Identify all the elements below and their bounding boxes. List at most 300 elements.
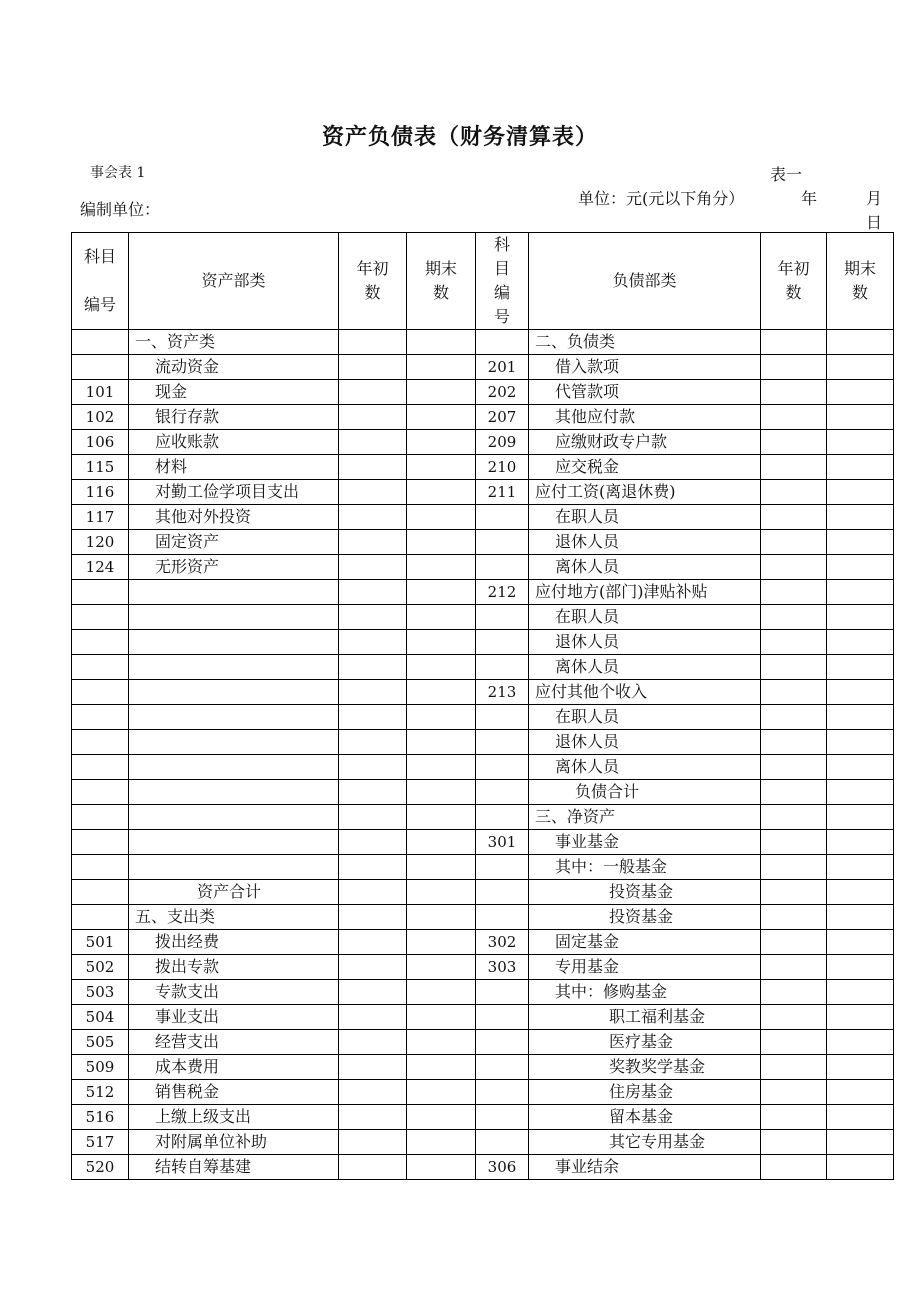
- table-row: [72, 430, 894, 455]
- liability-closing-cell: [827, 430, 894, 455]
- liability-name-cell: 固定基金: [529, 930, 761, 955]
- liability-opening-cell: [761, 955, 827, 980]
- liability-name-cell: 应交税金: [529, 455, 761, 480]
- asset-code-cell: 512: [72, 1080, 129, 1105]
- liability-closing-cell: [827, 930, 894, 955]
- asset-name-cell: 固定资产: [129, 530, 339, 555]
- liability-name-cell: 二、负债类: [529, 330, 761, 355]
- asset-closing-cell: [407, 355, 476, 380]
- asset-code-cell: 102: [72, 405, 129, 430]
- asset-closing-cell: [407, 1130, 476, 1155]
- liability-code-cell: [476, 1105, 529, 1130]
- table-row: [72, 905, 894, 930]
- asset-name-cell: 无形资产: [129, 555, 339, 580]
- liability-code-cell: [476, 330, 529, 355]
- liability-closing-cell: [827, 655, 894, 680]
- asset-opening-cell: [339, 355, 407, 380]
- asset-closing-cell: [407, 1080, 476, 1105]
- liability-opening-cell: [761, 505, 827, 530]
- asset-opening-cell: [339, 855, 407, 880]
- asset-closing-cell: [407, 430, 476, 455]
- liability-name-cell: 离休人员: [529, 555, 761, 580]
- liability-code-cell: [476, 755, 529, 780]
- liability-code-cell: [476, 1130, 529, 1155]
- asset-opening-cell: [339, 1155, 407, 1180]
- liability-name-cell: 离休人员: [529, 755, 761, 780]
- asset-opening-cell: [339, 730, 407, 755]
- liability-code-cell: [476, 630, 529, 655]
- liability-closing-cell: [827, 1105, 894, 1130]
- asset-code-cell: [72, 880, 129, 905]
- liability-code-cell: [476, 1005, 529, 1030]
- liability-opening-cell: [761, 1030, 827, 1055]
- asset-name-cell: [129, 855, 339, 880]
- table-row: [72, 655, 894, 680]
- asset-code-cell: [72, 730, 129, 755]
- table-row: [72, 930, 894, 955]
- header-opening-line2: 数: [364, 283, 381, 302]
- asset-code-cell: [72, 680, 129, 705]
- liability-name-cell: 借入款项: [529, 355, 761, 380]
- asset-code-cell: 106: [72, 430, 129, 455]
- asset-opening-cell: [339, 655, 407, 680]
- liability-name-cell: 应付其他个收入: [529, 680, 761, 705]
- liability-opening-cell: [761, 405, 827, 430]
- asset-opening-cell: [339, 330, 407, 355]
- asset-name-cell: 银行存款: [129, 405, 339, 430]
- asset-closing-cell: [407, 480, 476, 505]
- liability-opening-cell: [761, 730, 827, 755]
- liability-name-cell: 留本基金: [529, 1105, 761, 1130]
- liability-opening-cell: [761, 480, 827, 505]
- date-month-label: 月: [866, 189, 883, 208]
- asset-name-cell: 专款支出: [129, 980, 339, 1005]
- asset-opening-cell: [339, 680, 407, 705]
- table-row: [72, 505, 894, 530]
- asset-closing-cell: [407, 655, 476, 680]
- asset-closing-cell: [407, 855, 476, 880]
- asset-name-cell: 拨出专款: [129, 955, 339, 980]
- liability-opening-cell: [761, 680, 827, 705]
- asset-name-cell: 经营支出: [129, 1030, 339, 1055]
- liability-name-cell: 应付地方(部门)津贴补贴: [529, 580, 761, 605]
- header-liability-closing: [827, 233, 894, 330]
- asset-code-cell: 517: [72, 1130, 129, 1155]
- asset-code-cell: 503: [72, 980, 129, 1005]
- asset-opening-cell: [339, 830, 407, 855]
- table-row: [72, 755, 894, 780]
- header-asset-code: [72, 233, 129, 330]
- liability-closing-cell: [827, 755, 894, 780]
- asset-opening-cell: [339, 605, 407, 630]
- liability-code-cell: 303: [476, 955, 529, 980]
- asset-code-cell: [72, 655, 129, 680]
- liability-code-cell: [476, 655, 529, 680]
- liability-opening-cell: [761, 1005, 827, 1030]
- asset-name-cell: 应收账款: [129, 430, 339, 455]
- asset-opening-cell: [339, 1080, 407, 1105]
- asset-closing-cell: [407, 455, 476, 480]
- asset-closing-cell: [407, 630, 476, 655]
- liability-opening-cell: [761, 755, 827, 780]
- liability-opening-cell: [761, 980, 827, 1005]
- header-asset-opening: [339, 233, 407, 330]
- asset-code-cell: [72, 330, 129, 355]
- liability-closing-cell: [827, 330, 894, 355]
- asset-name-cell: 其他对外投资: [129, 505, 339, 530]
- asset-name-cell: 上缴上级支出: [129, 1105, 339, 1130]
- asset-code-cell: 509: [72, 1055, 129, 1080]
- liability-name-cell: 退休人员: [529, 730, 761, 755]
- asset-code-cell: 101: [72, 380, 129, 405]
- table-row: [72, 580, 894, 605]
- table-row: [72, 555, 894, 580]
- asset-closing-cell: [407, 605, 476, 630]
- asset-code-cell: [72, 605, 129, 630]
- liability-closing-cell: [827, 780, 894, 805]
- liability-name-cell: 退休人员: [529, 630, 761, 655]
- table-row: [72, 880, 894, 905]
- liability-opening-cell: [761, 580, 827, 605]
- table-header-row: [72, 233, 894, 330]
- table-row: [72, 680, 894, 705]
- liability-closing-cell: [827, 630, 894, 655]
- asset-closing-cell: [407, 755, 476, 780]
- liability-code-cell: [476, 805, 529, 830]
- asset-code-cell: 117: [72, 505, 129, 530]
- header-closing-line1: 期末: [843, 259, 876, 278]
- asset-code-cell: [72, 805, 129, 830]
- asset-closing-cell: [407, 330, 476, 355]
- asset-opening-cell: [339, 405, 407, 430]
- header-liability-opening: [761, 233, 827, 330]
- liability-closing-cell: [827, 605, 894, 630]
- header-asset-category: 资产部类: [129, 233, 339, 330]
- asset-opening-cell: [339, 1005, 407, 1030]
- table-row: [72, 630, 894, 655]
- liability-closing-cell: [827, 730, 894, 755]
- asset-code-cell: 124: [72, 555, 129, 580]
- asset-code-cell: [72, 630, 129, 655]
- table-number: 表一: [770, 165, 803, 184]
- table-row: [72, 830, 894, 855]
- liability-closing-cell: [827, 880, 894, 905]
- asset-code-cell: 116: [72, 480, 129, 505]
- liability-code-cell: 211: [476, 480, 529, 505]
- liability-name-cell: 职工福利基金: [529, 1005, 761, 1030]
- table-row: [72, 480, 894, 505]
- liability-opening-cell: [761, 930, 827, 955]
- asset-name-cell: 对勤工俭学项目支出: [129, 480, 339, 505]
- table-row: [72, 330, 894, 355]
- asset-closing-cell: [407, 730, 476, 755]
- table-row: [72, 730, 894, 755]
- liability-name-cell: 投资基金: [529, 880, 761, 905]
- liability-name-cell: 应缴财政专户款: [529, 430, 761, 455]
- asset-name-cell: [129, 830, 339, 855]
- liability-opening-cell: [761, 330, 827, 355]
- table-body: [72, 330, 894, 1180]
- form-code: 事会表 1: [90, 165, 146, 181]
- liability-closing-cell: [827, 480, 894, 505]
- liability-opening-cell: [761, 705, 827, 730]
- asset-closing-cell: [407, 1005, 476, 1030]
- liability-code-cell: [476, 780, 529, 805]
- asset-closing-cell: [407, 530, 476, 555]
- table-row: [72, 705, 894, 730]
- liability-code-cell: [476, 1030, 529, 1055]
- liability-closing-cell: [827, 905, 894, 930]
- asset-closing-cell: [407, 955, 476, 980]
- header-code-line1: 科目: [83, 247, 116, 266]
- asset-closing-cell: [407, 405, 476, 430]
- liability-opening-cell: [761, 1055, 827, 1080]
- asset-opening-cell: [339, 1105, 407, 1130]
- table-row: [72, 1130, 894, 1155]
- liability-name-cell: 住房基金: [529, 1080, 761, 1105]
- asset-name-cell: [129, 730, 339, 755]
- asset-code-cell: 504: [72, 1005, 129, 1030]
- asset-name-cell: [129, 580, 339, 605]
- asset-opening-cell: [339, 805, 407, 830]
- asset-closing-cell: [407, 1155, 476, 1180]
- liability-code-cell: [476, 730, 529, 755]
- asset-name-cell: [129, 680, 339, 705]
- liability-code-cell: 213: [476, 680, 529, 705]
- currency-unit-note: 单位：元(元以下角分）: [578, 189, 745, 208]
- header-opening-line1: 年初: [777, 259, 810, 278]
- liability-code-cell: 302: [476, 930, 529, 955]
- liability-code-cell: [476, 705, 529, 730]
- table-row: [72, 955, 894, 980]
- liability-closing-cell: [827, 1155, 894, 1180]
- liability-closing-cell: [827, 555, 894, 580]
- date-year-label: 年: [801, 189, 818, 208]
- liability-closing-cell: [827, 680, 894, 705]
- header-opening-line1: 年初: [356, 259, 389, 278]
- asset-name-cell: [129, 755, 339, 780]
- liability-name-cell: 投资基金: [529, 905, 761, 930]
- asset-code-cell: 502: [72, 955, 129, 980]
- asset-closing-cell: [407, 505, 476, 530]
- liability-opening-cell: [761, 1080, 827, 1105]
- liability-code-cell: [476, 555, 529, 580]
- liability-opening-cell: [761, 905, 827, 930]
- asset-code-cell: [72, 830, 129, 855]
- asset-code-cell: 115: [72, 455, 129, 480]
- liability-opening-cell: [761, 1105, 827, 1130]
- asset-name-cell: 材料: [129, 455, 339, 480]
- table-row: [72, 780, 894, 805]
- liability-code-cell: [476, 880, 529, 905]
- liability-name-cell: 事业结余: [529, 1155, 761, 1180]
- liability-opening-cell: [761, 830, 827, 855]
- liability-opening-cell: [761, 880, 827, 905]
- liability-name-cell: 奖教奖学基金: [529, 1055, 761, 1080]
- liability-opening-cell: [761, 530, 827, 555]
- asset-opening-cell: [339, 430, 407, 455]
- compiling-unit-label: 编制单位：: [80, 200, 161, 219]
- asset-code-cell: [72, 705, 129, 730]
- asset-opening-cell: [339, 580, 407, 605]
- asset-code-cell: 505: [72, 1030, 129, 1055]
- liability-opening-cell: [761, 355, 827, 380]
- asset-closing-cell: [407, 830, 476, 855]
- asset-name-cell: [129, 630, 339, 655]
- table-row: [72, 405, 894, 430]
- table-row: [72, 805, 894, 830]
- asset-opening-cell: [339, 955, 407, 980]
- liability-name-cell: 其它专用基金: [529, 1130, 761, 1155]
- liability-closing-cell: [827, 505, 894, 530]
- liability-closing-cell: [827, 980, 894, 1005]
- asset-code-cell: [72, 780, 129, 805]
- asset-code-cell: 501: [72, 930, 129, 955]
- header-closing-line2: 数: [851, 283, 868, 302]
- asset-name-cell: [129, 605, 339, 630]
- liability-opening-cell: [761, 380, 827, 405]
- liability-opening-cell: [761, 555, 827, 580]
- asset-closing-cell: [407, 680, 476, 705]
- header-liab-code-char: 科: [493, 235, 510, 254]
- liability-opening-cell: [761, 855, 827, 880]
- liability-name-cell: 三、净资产: [529, 805, 761, 830]
- asset-name-cell: 一、资产类: [129, 330, 339, 355]
- asset-opening-cell: [339, 480, 407, 505]
- asset-opening-cell: [339, 505, 407, 530]
- asset-name-cell: [129, 705, 339, 730]
- table-row: [72, 605, 894, 630]
- liability-opening-cell: [761, 780, 827, 805]
- asset-closing-cell: [407, 380, 476, 405]
- asset-name-cell: 现金: [129, 380, 339, 405]
- liability-name-cell: 事业基金: [529, 830, 761, 855]
- header-code-line2: 编号: [83, 295, 116, 314]
- liability-code-cell: 212: [476, 580, 529, 605]
- liability-code-cell: 306: [476, 1155, 529, 1180]
- asset-closing-cell: [407, 555, 476, 580]
- asset-code-cell: 520: [72, 1155, 129, 1180]
- asset-name-cell: [129, 780, 339, 805]
- header-closing-line2: 数: [432, 283, 449, 302]
- table-row: [72, 980, 894, 1005]
- liability-opening-cell: [761, 1130, 827, 1155]
- asset-code-cell: [72, 855, 129, 880]
- liability-closing-cell: [827, 805, 894, 830]
- liability-code-cell: 201: [476, 355, 529, 380]
- balance-sheet-table: [71, 232, 894, 1180]
- asset-closing-cell: [407, 1055, 476, 1080]
- liability-name-cell: 其他应付款: [529, 405, 761, 430]
- header-liab-code-char: 号: [493, 307, 510, 326]
- liability-code-cell: [476, 1080, 529, 1105]
- liability-closing-cell: [827, 380, 894, 405]
- asset-closing-cell: [407, 1030, 476, 1055]
- liability-opening-cell: [761, 455, 827, 480]
- liability-opening-cell: [761, 605, 827, 630]
- table-row: [72, 355, 894, 380]
- table-row: [72, 1055, 894, 1080]
- liability-name-cell: 其中：修购基金: [529, 980, 761, 1005]
- asset-closing-cell: [407, 880, 476, 905]
- asset-opening-cell: [339, 630, 407, 655]
- asset-opening-cell: [339, 705, 407, 730]
- asset-opening-cell: [339, 980, 407, 1005]
- liability-opening-cell: [761, 1155, 827, 1180]
- header-opening-line2: 数: [785, 283, 802, 302]
- asset-name-cell: [129, 805, 339, 830]
- liability-code-cell: [476, 980, 529, 1005]
- asset-opening-cell: [339, 380, 407, 405]
- asset-opening-cell: [339, 780, 407, 805]
- asset-opening-cell: [339, 880, 407, 905]
- liability-code-cell: [476, 530, 529, 555]
- table-row: [72, 380, 894, 405]
- asset-opening-cell: [339, 555, 407, 580]
- liability-code-cell: [476, 605, 529, 630]
- liability-closing-cell: [827, 580, 894, 605]
- liability-name-cell: 在职人员: [529, 605, 761, 630]
- asset-opening-cell: [339, 930, 407, 955]
- table-row: [72, 455, 894, 480]
- liability-closing-cell: [827, 355, 894, 380]
- liability-name-cell: 在职人员: [529, 705, 761, 730]
- liability-code-cell: [476, 505, 529, 530]
- liability-name-cell: 应付工资(离退休费): [529, 480, 761, 505]
- table-row: [72, 1105, 894, 1130]
- header-closing-line1: 期末: [424, 259, 457, 278]
- header-asset-closing: [407, 233, 476, 330]
- asset-name-cell: 成本费用: [129, 1055, 339, 1080]
- asset-code-cell: [72, 755, 129, 780]
- liability-closing-cell: [827, 705, 894, 730]
- table-row: [72, 1030, 894, 1055]
- liability-code-cell: 202: [476, 380, 529, 405]
- asset-closing-cell: [407, 930, 476, 955]
- asset-closing-cell: [407, 580, 476, 605]
- liability-closing-cell: [827, 1030, 894, 1055]
- liability-closing-cell: [827, 1130, 894, 1155]
- liability-closing-cell: [827, 955, 894, 980]
- asset-name-cell: 五、支出类: [129, 905, 339, 930]
- asset-code-cell: 516: [72, 1105, 129, 1130]
- liability-closing-cell: [827, 1005, 894, 1030]
- asset-name-cell: 流动资金: [129, 355, 339, 380]
- liability-opening-cell: [761, 655, 827, 680]
- liability-closing-cell: [827, 405, 894, 430]
- asset-closing-cell: [407, 980, 476, 1005]
- page-title: 资产负债表（财务清算表）: [321, 124, 598, 150]
- table-row: [72, 1155, 894, 1180]
- asset-opening-cell: [339, 1055, 407, 1080]
- liability-closing-cell: [827, 455, 894, 480]
- header-liab-code-char: 目: [493, 259, 510, 278]
- asset-code-cell: [72, 355, 129, 380]
- asset-name-cell: 事业支出: [129, 1005, 339, 1030]
- asset-opening-cell: [339, 1130, 407, 1155]
- asset-closing-cell: [407, 705, 476, 730]
- asset-name-cell: 销售税金: [129, 1080, 339, 1105]
- asset-closing-cell: [407, 905, 476, 930]
- liability-closing-cell: [827, 1080, 894, 1105]
- liability-opening-cell: [761, 805, 827, 830]
- liability-name-cell: 专用基金: [529, 955, 761, 980]
- liability-closing-cell: [827, 530, 894, 555]
- asset-code-cell: 120: [72, 530, 129, 555]
- liability-name-cell: 在职人员: [529, 505, 761, 530]
- asset-opening-cell: [339, 1030, 407, 1055]
- liability-name-cell: 代管款项: [529, 380, 761, 405]
